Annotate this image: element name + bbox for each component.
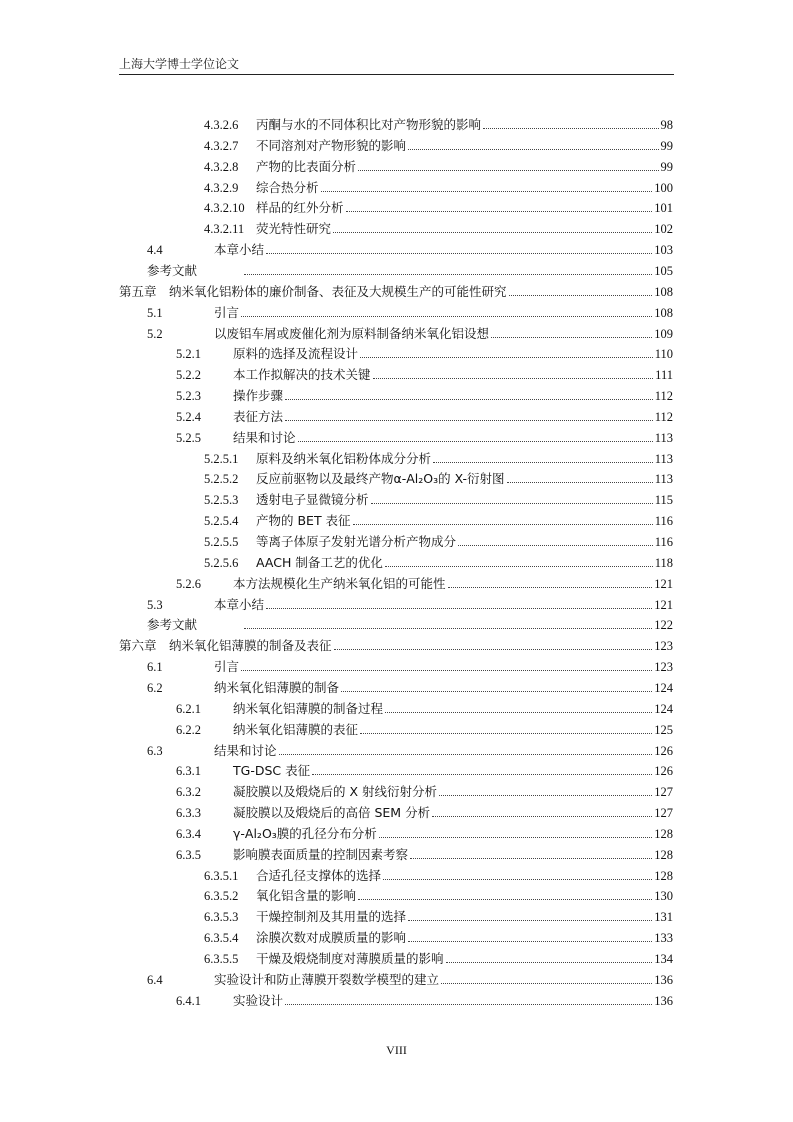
dot-leader [341, 691, 652, 692]
toc-title: 纳米氧化铝薄膜的表征 [233, 721, 359, 737]
dot-leader [483, 128, 658, 129]
toc-entry[interactable] [176, 989, 673, 1009]
toc-number: 5.2.1 [176, 347, 201, 362]
toc-page-number: 108 [654, 305, 673, 320]
toc-entry[interactable] [204, 217, 673, 237]
toc-entry[interactable] [147, 238, 673, 258]
toc-entry[interactable] [176, 759, 673, 779]
toc-title: 实验设计和防止薄膜开裂数学模型的建立 [214, 971, 440, 987]
toc-title: 综合热分析 [256, 179, 319, 195]
toc-title: 结果和讨论 [214, 742, 277, 758]
page-number: VIII [386, 1043, 407, 1057]
toc-title: 纳米氧化铝薄膜的制备过程 [233, 700, 384, 716]
dot-leader [441, 983, 652, 984]
toc-number: 4.3.2.11 [204, 222, 245, 237]
toc-page-number: 110 [654, 347, 673, 362]
toc-number: 6.3 [147, 743, 163, 758]
toc-title: 干燥控制剂及其用量的选择 [256, 909, 407, 925]
toc-page-number: 134 [654, 952, 673, 966]
dot-leader [446, 962, 653, 963]
dot-leader [285, 399, 653, 400]
toc-entry[interactable] [147, 655, 673, 675]
dot-leader [433, 462, 653, 463]
toc-title: 以废铝车屑或废催化剂为原料制备纳米氧化铝设想 [214, 325, 490, 341]
toc-number: 6.2 [147, 680, 163, 695]
toc-page-number: 113 [654, 430, 673, 445]
toc-number: 5.2.5.1 [204, 451, 239, 466]
toc-page-number: 99 [660, 159, 673, 174]
toc-title: 样品的红外分析 [256, 200, 344, 216]
toc-page-number: 118 [654, 555, 673, 570]
toc-number: 4.3.2.7 [204, 138, 239, 153]
toc-title: 纳米氧化铝薄膜的制备 [214, 679, 340, 695]
dot-leader [448, 587, 653, 588]
toc-title: 凝胶膜以及煅烧后的高倍 SEM 分析 [233, 805, 431, 821]
toc-number: 6.3.5.4 [204, 931, 239, 946]
dot-leader [458, 545, 653, 546]
toc-page-number: 130 [654, 889, 673, 904]
dot-leader [439, 795, 652, 796]
toc-entry[interactable] [204, 447, 673, 467]
toc-page-number: 109 [654, 326, 673, 341]
toc-entry[interactable] [176, 843, 673, 863]
dot-leader [379, 837, 652, 838]
dot-leader [358, 170, 658, 171]
toc-entry[interactable] [147, 676, 673, 696]
toc-number: 6.3.5.1 [204, 868, 239, 883]
toc-title: 操作步骤 [233, 388, 284, 404]
toc-title: 透射电子显微镜分析 [256, 492, 369, 508]
toc-number: 4.4 [147, 243, 163, 258]
toc-page-number: 124 [654, 680, 673, 695]
dot-leader [333, 232, 652, 233]
toc-entry[interactable] [147, 968, 673, 988]
toc-entry[interactable] [204, 551, 673, 571]
toc-title: 荧光特性研究 [256, 221, 332, 237]
dot-leader [346, 211, 653, 212]
toc-entry[interactable] [204, 176, 673, 196]
toc-entry[interactable] [204, 113, 673, 133]
toc-page-number: 112 [654, 409, 673, 424]
toc-entry[interactable] [176, 801, 673, 821]
toc-page-number: 122 [654, 618, 673, 633]
toc-entry[interactable] [176, 342, 673, 362]
dot-leader [279, 754, 653, 755]
toc-number: 5.2.5.5 [204, 535, 239, 549]
header-title: 上海大学博士学位论文 [119, 57, 240, 71]
toc-number: 5.2.5 [176, 430, 201, 445]
toc-entry[interactable] [147, 322, 673, 342]
toc-entry[interactable] [204, 905, 673, 925]
dot-leader [244, 274, 652, 275]
toc-page-number: 113 [654, 472, 673, 487]
toc-entry[interactable] [204, 884, 673, 904]
dot-leader [371, 503, 653, 504]
dot-leader [385, 566, 653, 567]
toc-number: 6.3.3 [176, 806, 201, 821]
toc-page-number: 123 [654, 660, 673, 675]
toc-number: 6.2.2 [176, 722, 201, 737]
toc-number: 4.3.2.8 [204, 159, 239, 174]
toc-title: 涂膜次数对成膜质量的影响 [256, 930, 407, 946]
toc-page-number: 127 [654, 785, 673, 800]
toc-number: 5.2 [147, 326, 163, 341]
dot-leader [491, 337, 652, 338]
toc-entry[interactable] [204, 134, 673, 154]
toc-number: 6.3.2 [176, 785, 201, 800]
toc-title: 结果和讨论 [233, 429, 296, 445]
toc-page-number: 128 [654, 868, 673, 883]
toc-entry[interactable] [119, 634, 673, 654]
toc-number: 5.2.2 [176, 368, 201, 383]
toc-number: 6.3.5.3 [204, 910, 239, 925]
dot-leader [321, 191, 653, 192]
toc-title: 引言 [214, 659, 240, 675]
toc-number: 6.2.1 [176, 701, 201, 716]
dot-leader [312, 774, 652, 775]
dot-leader [266, 608, 652, 609]
toc-number: 5.1 [147, 305, 163, 320]
toc-title: TG-DSC 表征 [233, 763, 311, 779]
toc-title: 产物的比表面分析 [256, 158, 357, 174]
toc-title: 纳米氧化铝粉体的廉价制备、表征及大规模生产的可能性研究 [169, 283, 507, 299]
toc-title: 凝胶膜以及煅烧后的 X 射线衍射分析 [233, 784, 438, 800]
toc-page-number: 113 [654, 451, 673, 466]
toc-number: 4.3.2.6 [204, 118, 239, 132]
toc-number: 5.2.3 [176, 389, 201, 404]
toc-number: 5.2.5.4 [204, 514, 239, 529]
toc-page-number: 121 [654, 597, 673, 612]
toc-page-number: 126 [654, 743, 673, 758]
toc-title: 纳米氧化铝薄膜的制备及表征 [169, 638, 332, 654]
toc-number: 5.2.5.2 [204, 472, 239, 487]
toc-entry[interactable] [176, 384, 673, 404]
toc-page-number: 116 [654, 514, 673, 529]
toc-page-number: 125 [654, 722, 673, 737]
toc-number: 5.2.5.3 [204, 493, 239, 508]
toc-title: 不同溶剂对产物形貌的影响 [256, 137, 407, 153]
toc-page-number: 124 [654, 701, 673, 716]
toc-number: 6.4 [147, 972, 163, 987]
toc-title: 反应前驱物以及最终产物α-Al₂O₃的 X-衍射图 [256, 471, 505, 487]
toc-page-number: 101 [654, 201, 673, 216]
toc-page-number: 128 [654, 826, 673, 841]
toc-entry[interactable] [204, 467, 673, 487]
toc-page-number: 116 [654, 535, 673, 549]
toc-page-number: 133 [654, 931, 673, 946]
toc-entry[interactable] [204, 864, 673, 884]
toc-number: 5.2.5.6 [204, 555, 239, 570]
dot-leader [408, 941, 652, 942]
toc-number: 6.1 [147, 660, 163, 675]
toc-title: 合适孔径支撑体的选择 [256, 867, 382, 883]
dot-leader [334, 649, 653, 650]
toc-title: 本章小结 [214, 242, 265, 258]
toc-number: 6.4.1 [176, 993, 201, 1008]
toc-number: 第五章 [119, 283, 157, 299]
toc-entry[interactable] [176, 363, 673, 383]
toc-page-number: 100 [654, 180, 673, 195]
toc-title: 等离子体原子发射光谱分析产物成分 [256, 534, 457, 549]
toc-title: 产物的 BET 表征 [256, 513, 351, 529]
toc-number: 4.3.2.10 [204, 201, 245, 216]
toc-number: 5.3 [147, 597, 163, 612]
toc-title: 引言 [214, 304, 240, 320]
toc-title: 原料及纳米氧化铝粉体成分分析 [256, 450, 432, 466]
toc-entry[interactable] [176, 718, 673, 738]
dot-leader [358, 899, 652, 900]
dot-leader [285, 1004, 652, 1005]
toc-page-number: 126 [654, 764, 673, 779]
dot-leader [353, 524, 653, 525]
toc-page-number: 111 [655, 368, 673, 383]
dot-leader [432, 816, 652, 817]
toc-title: γ-Al₂O₃膜的孔径分布分析 [233, 825, 377, 841]
toc-page-number: 136 [654, 972, 673, 987]
toc-page-number: 103 [654, 243, 673, 258]
toc-title: 氧化铝含量的影响 [256, 888, 357, 904]
toc-title: 丙酮与水的不同体积比对产物形貌的影响 [256, 117, 482, 132]
toc-entry[interactable] [204, 155, 673, 175]
toc-page-number: 123 [654, 639, 673, 654]
toc-page-number: 121 [654, 576, 673, 591]
toc-number: 第六章 [119, 638, 157, 654]
toc-page-number: 112 [654, 389, 673, 404]
toc-page-number: 115 [654, 493, 673, 508]
toc-number: 6.3.5 [176, 847, 201, 862]
toc-page-number: 105 [654, 263, 673, 278]
toc-entry[interactable] [204, 196, 673, 216]
toc-page-number: 127 [654, 806, 673, 821]
toc-entry[interactable] [176, 822, 673, 842]
toc-entry[interactable] [176, 697, 673, 717]
toc-number: 参考文献 [147, 262, 198, 278]
toc-entry[interactable] [147, 301, 673, 321]
toc-page-number: 136 [654, 993, 673, 1008]
toc-entry[interactable] [204, 509, 673, 529]
dot-leader [285, 420, 653, 421]
toc-page-number: 98 [660, 118, 673, 132]
toc-entry[interactable] [176, 405, 673, 425]
dot-leader [408, 149, 658, 150]
toc-entry[interactable] [204, 947, 673, 967]
dot-leader [241, 316, 652, 317]
toc-number: 6.3.4 [176, 826, 201, 841]
toc-page-number: 128 [654, 847, 673, 862]
toc-number: 参考文献 [147, 617, 198, 633]
toc-title: 干燥及煅烧制度对薄膜质量的影响 [256, 951, 444, 966]
toc-entry[interactable] [176, 572, 673, 592]
toc-entry[interactable] [176, 426, 673, 446]
dot-leader [383, 879, 652, 880]
toc-number: 5.2.4 [176, 409, 201, 424]
toc-entry[interactable] [147, 613, 673, 633]
dot-leader [373, 378, 654, 379]
dot-leader [241, 670, 652, 671]
toc-entry[interactable] [204, 926, 673, 946]
toc-page-number: 102 [654, 222, 673, 237]
dot-leader [244, 628, 652, 629]
toc-entry[interactable] [147, 259, 673, 279]
toc-page-number: 108 [654, 284, 673, 299]
toc-page-number: 131 [654, 910, 673, 925]
toc-number: 6.3.1 [176, 764, 201, 779]
toc-title: 原料的选择及流程设计 [233, 346, 359, 362]
dot-leader [410, 858, 652, 859]
toc-title: 本方法规模化生产纳米氧化铝的可能性 [233, 575, 446, 591]
toc-entry[interactable] [204, 530, 673, 550]
dot-leader [509, 295, 653, 296]
dot-leader [298, 441, 653, 442]
toc-title: 影响膜表面质量的控制因素考察 [233, 846, 409, 862]
toc-number: 4.3.2.9 [204, 180, 239, 195]
toc-title: 表征方法 [233, 408, 284, 424]
toc-entry[interactable] [204, 488, 673, 508]
toc-number: 6.3.5.2 [204, 889, 239, 904]
toc-entry[interactable] [147, 739, 673, 759]
toc-page-number: 99 [660, 138, 673, 153]
dot-leader [507, 482, 653, 483]
dot-leader [360, 357, 653, 358]
toc-entry[interactable] [147, 593, 673, 613]
toc-number: 6.3.5.5 [204, 952, 239, 966]
dot-leader [385, 712, 652, 713]
dot-leader [266, 253, 652, 254]
toc-title: AACH 制备工艺的优化 [256, 554, 383, 570]
toc-title: 实验设计 [233, 992, 284, 1008]
toc-entry[interactable] [119, 280, 673, 300]
toc-title: 本章小结 [214, 596, 265, 612]
toc-number: 5.2.6 [176, 576, 201, 591]
dot-leader [408, 920, 652, 921]
running-header [119, 52, 674, 75]
toc-title: 本工作拟解决的技术关键 [233, 367, 371, 383]
toc-entry[interactable] [176, 780, 673, 800]
dot-leader [360, 733, 652, 734]
